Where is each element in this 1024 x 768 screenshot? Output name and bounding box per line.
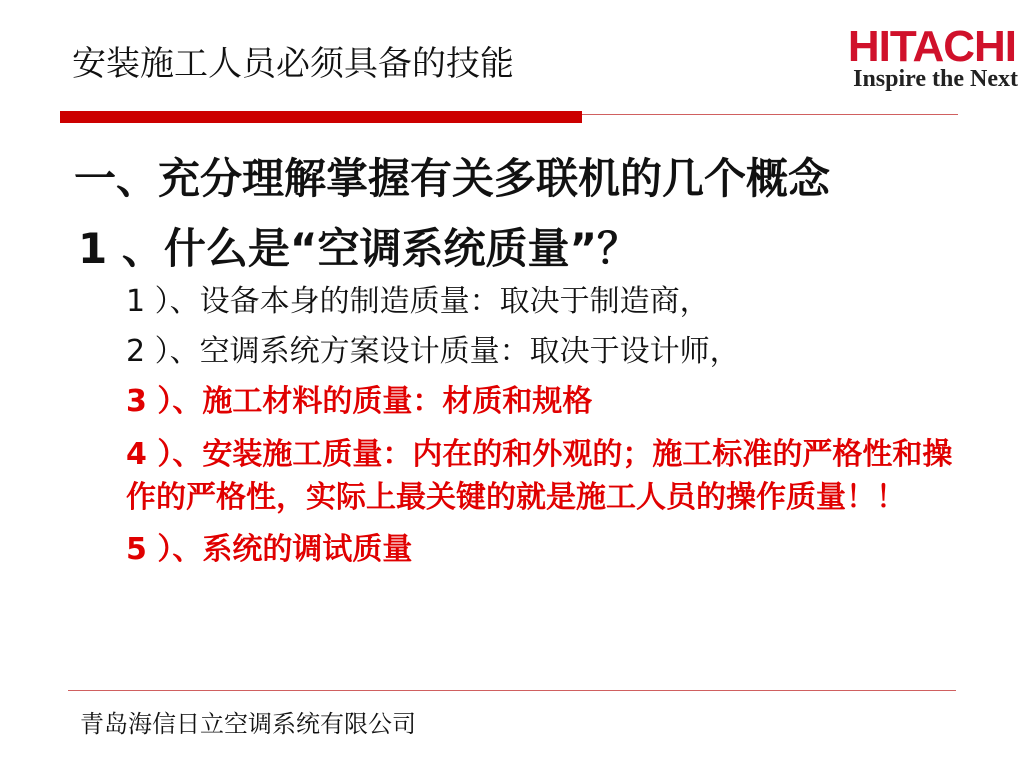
footer-divider — [68, 690, 956, 691]
header-divider-thin — [582, 114, 958, 115]
question-heading: 1 、什么是“空调系统质量”？ — [78, 224, 640, 273]
logo-wordmark: HITACHI — [847, 22, 1016, 71]
list-item: 2 ）、空调系统方案设计质量：取决于设计师， — [126, 334, 740, 369]
quality-items-list — [126, 283, 976, 581]
list-item: 5 ）、系统的调试质量 — [126, 532, 413, 567]
slide-title: 安装施工人员必须具备的技能 — [72, 44, 514, 84]
list-item: 1 ）、设备本身的制造质量：取决于制造商， — [126, 284, 710, 319]
footer-company: 青岛海信日立空调系统有限公司 — [80, 710, 416, 738]
section-heading: 一、充分理解掌握有关多联机的几个概念 — [74, 154, 831, 203]
list-item: 4 ）、安装施工质量：内在的和外观的；施工标准的严格性和操作的严格性，实际上最关键的就是施工人员的操作质量！！ — [126, 437, 953, 515]
hitachi-logo — [788, 24, 1020, 94]
list-item: 3 ）、施工材料的质量：材质和规格 — [126, 384, 593, 419]
logo-tagline: Inspire the Next — [853, 66, 1018, 92]
header-divider-thick — [60, 111, 582, 123]
